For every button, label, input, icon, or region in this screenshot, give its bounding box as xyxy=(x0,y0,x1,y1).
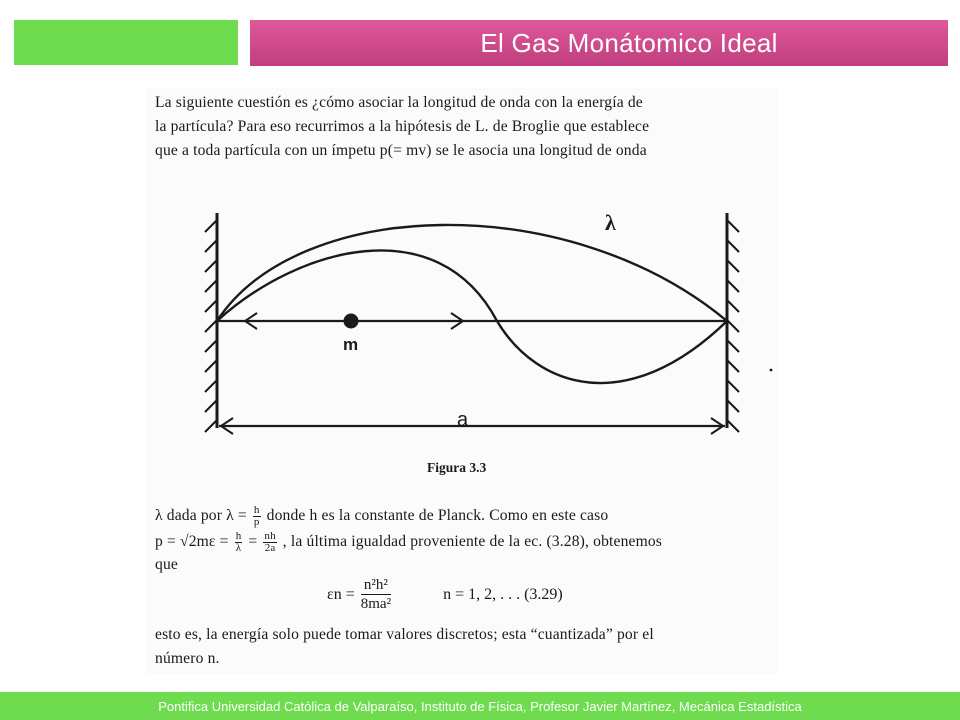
accent-block xyxy=(14,20,238,65)
particle-dot xyxy=(344,314,359,329)
half-wave-curve xyxy=(217,225,727,321)
footer-bar xyxy=(0,692,960,720)
wave-figure xyxy=(147,88,777,458)
slide-title: El Gas Monátomico Ideal xyxy=(480,27,778,58)
left-wall-hatching xyxy=(205,220,217,432)
scanned-page xyxy=(147,88,777,674)
intro-line-1: La siguiente cuestión es ¿cómo asociar la longitud de onda con la energía de xyxy=(155,94,643,111)
length-label: a xyxy=(457,409,469,431)
fraction-h-over-p: $\frac{h}{p}$ xyxy=(253,504,260,528)
fraction-nh-over-2a: $\frac{nh}{2a}$ xyxy=(264,530,276,554)
body-line-3: que xyxy=(155,556,178,573)
energy-fraction: $\frac{\text{n²h²}}{\text{8ma²}}$ xyxy=(360,577,392,612)
right-wall-hatching xyxy=(727,220,739,432)
body-line-5: número n. xyxy=(155,650,220,667)
wavelength-label: λ xyxy=(605,210,616,235)
figure-caption: Figura 3.3 xyxy=(427,460,487,475)
body-line-1: λ dada por λ = $\frac{h}{p}$ donde h es la constante de Planck. Como en este caso xyxy=(155,504,609,528)
footer-text: Pontifica Universidad Católica de Valparaíso, Instituto de Física, Profesor Javier Martínez, Mecánica Estadística xyxy=(158,698,802,714)
body-line-4: esto es, la energía solo puede tomar valores discretos; esta “cuantizada” por el xyxy=(155,626,654,643)
energy-equation: εn = $\frac{\text{n²h²}}{\text{8ma²}}$ n = 1, 2, . . . (3.29) xyxy=(327,577,563,612)
scan-speck xyxy=(770,369,773,372)
title-bar xyxy=(250,20,948,66)
mass-label: m xyxy=(343,335,359,354)
fraction-h-over-lambda: $\frac{h}{\lambda}$ xyxy=(235,530,242,554)
intro-line-3: que a toda partícula con un ímpetu p(= mv) se le asocia una longitud de onda xyxy=(155,142,647,159)
intro-line-2: la partícula? Para eso recurrimos a la hipótesis de L. de Broglie que establece xyxy=(155,118,650,135)
body-line-2: p = √2mε = $\frac{h}{\lambda}$ = $\frac{nh}{2a}$ , la última igualdad proveniente de la ec. (3.28), obtenemos xyxy=(155,530,663,554)
